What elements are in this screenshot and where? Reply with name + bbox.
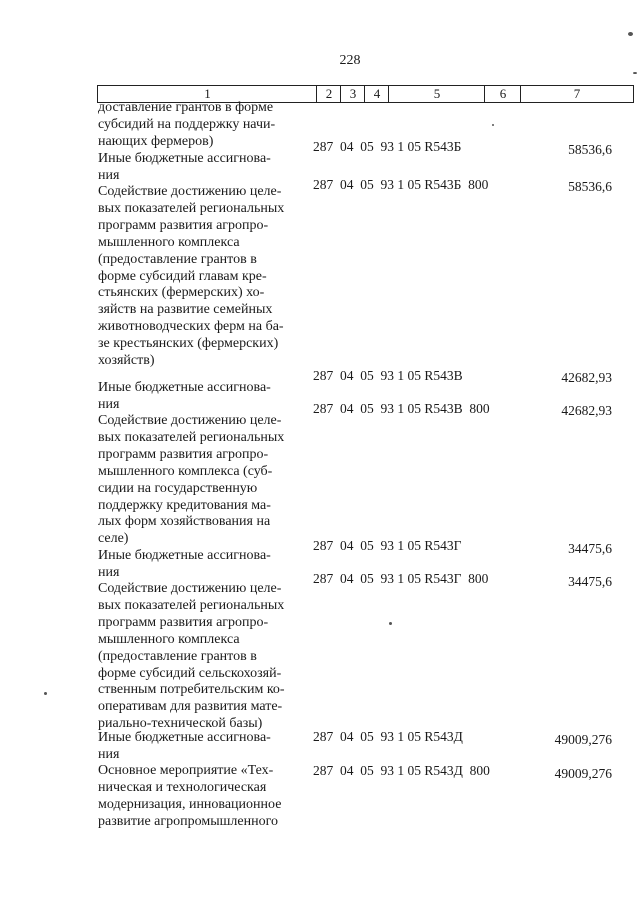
row-description (98, 413, 304, 548)
description-line: (предоставление грантов в (98, 648, 257, 664)
description-line: животноводческих ферм на ба- (98, 319, 284, 335)
description-line: программ развития агропро- (98, 446, 269, 462)
row-codes: 287 04 05 93 1 05 R543Д 800 (313, 763, 490, 778)
description-line: стьянских (фермерских) хо- (98, 285, 265, 301)
row-description (98, 730, 304, 764)
description-line: программ развития агропро- (98, 217, 269, 233)
description-line: (предоставление грантов в (98, 251, 257, 267)
header-col-1: 1 (97, 85, 317, 103)
row-amount: 42682,93 (561, 403, 612, 418)
description-line: риально-технической базы) (98, 716, 263, 732)
description-line: ния (98, 396, 120, 412)
description-line: поддержку кредитования ма- (98, 497, 271, 513)
header-col-7: 7 (520, 85, 634, 103)
description-line: хозяйств) (98, 353, 155, 369)
description-line: Содействие достижению целе- (98, 581, 282, 596)
row-description (98, 100, 304, 151)
row-codes: 287 04 05 93 1 05 R543Д (313, 729, 463, 744)
description-line: модернизация, инновационное (98, 796, 282, 812)
header-col-2: 2 (316, 85, 341, 103)
row-codes: 287 04 05 93 1 05 R543Б (313, 139, 462, 154)
scan-speck (44, 692, 47, 695)
description-line: мышленного комплекса (98, 234, 240, 250)
description-line: Содействие достижению целе- (98, 413, 282, 428)
row-codes: 287 04 05 93 1 05 R543В (313, 368, 463, 383)
description-line: ния (98, 167, 120, 183)
description-line: форме субсидий сельскохозяй- (98, 665, 282, 681)
row-codes: 287 04 05 93 1 05 R543Б 800 (313, 177, 489, 192)
header-col-3: 3 (340, 85, 365, 103)
description-line: Иные бюджетные ассигнова- (98, 380, 271, 395)
scan-speck (628, 32, 633, 36)
row-description (98, 763, 304, 831)
page-number: 228 (339, 53, 361, 68)
description-line: селе) (98, 531, 129, 547)
row-amount: 42682,93 (561, 370, 612, 385)
row-amount: 58536,6 (568, 179, 612, 194)
row-amount: 49009,276 (554, 732, 612, 747)
row-amount: 34475,6 (568, 574, 612, 589)
row-codes: 287 04 05 93 1 05 R543Г 800 (313, 571, 489, 586)
description-line: лых форм хозяйствования на (98, 514, 271, 530)
header-col-6: 6 (484, 85, 521, 103)
description-line: зяйств на развитие семейных (98, 302, 273, 318)
row-codes: 287 04 05 93 1 05 R543Г (313, 538, 462, 553)
description-line: ния (98, 746, 120, 762)
description-line: Иные бюджетные ассигнова- (98, 548, 271, 563)
description-line: развитие агропромышленного (98, 813, 278, 829)
description-line: субсидий на поддержку начи- (98, 116, 276, 132)
row-description (98, 581, 304, 733)
description-line: сидии на государственную (98, 480, 258, 496)
header-col-5: 5 (388, 85, 485, 103)
row-description (98, 184, 304, 370)
row-description (98, 548, 304, 582)
description-line: нающих фермеров) (98, 133, 214, 149)
scan-speck (389, 622, 392, 625)
description-line: вых показателей региональных (98, 200, 285, 216)
description-line: ния (98, 564, 120, 580)
row-amount: 58536,6 (568, 142, 612, 157)
description-line: ническая и технологическая (98, 779, 267, 795)
description-line: программ развития агропро- (98, 614, 269, 630)
header-col-4: 4 (364, 85, 389, 103)
row-amount: 49009,276 (554, 766, 612, 781)
description-line: мышленного комплекса (суб- (98, 463, 273, 479)
description-line: Иные бюджетные ассигнова- (98, 151, 271, 166)
description-line: доставление грантов в форме (98, 100, 274, 115)
description-line: оперативам для развития мате- (98, 699, 283, 715)
scan-speck (633, 72, 637, 74)
row-amount: 34475,6 (568, 541, 612, 556)
description-line: Иные бюджетные ассигнова- (98, 730, 271, 745)
description-line: мышленного комплекса (98, 631, 240, 647)
description-line: вых показателей региональных (98, 597, 285, 613)
row-codes: 287 04 05 93 1 05 R543В 800 (313, 401, 490, 416)
row-description (98, 151, 304, 185)
description-line: ственным потребительским ко- (98, 682, 285, 698)
scan-speck (492, 124, 494, 126)
row-description (98, 380, 304, 414)
description-line: Основное мероприятие «Тех- (98, 763, 274, 778)
description-line: Содействие достижению целе- (98, 184, 282, 199)
description-line: форме субсидий главам кре- (98, 268, 267, 284)
description-line: вых показателей региональных (98, 429, 285, 445)
description-line: зе крестьянских (фермерских) (98, 336, 279, 352)
